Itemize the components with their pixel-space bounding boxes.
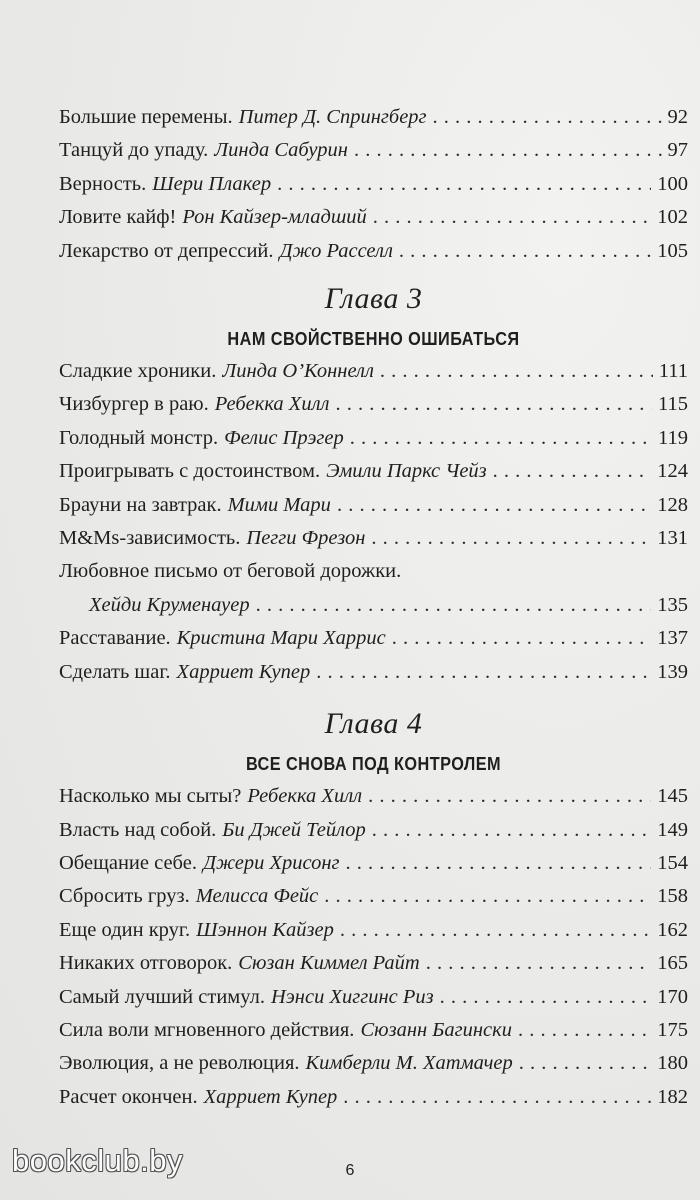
toc-entry xyxy=(59,880,688,913)
toc-entry xyxy=(59,134,688,167)
chapter-label: Глава 4 xyxy=(324,707,423,741)
entry-author: Рон Кайзер-младший xyxy=(182,206,367,229)
entry-title: Власть над собой. xyxy=(59,818,217,841)
dot-leader xyxy=(426,947,652,980)
entry-page-number: 149 xyxy=(657,818,688,841)
entry-title: Большие перемены. xyxy=(59,106,233,128)
entry-page-number: 162 xyxy=(657,918,688,941)
toc-entry xyxy=(59,355,688,388)
toc-entry xyxy=(59,947,688,980)
toc-entry xyxy=(59,455,688,488)
toc-entry xyxy=(59,780,688,813)
entry-title: Сделать шаг. xyxy=(59,660,171,683)
entry-title: Любовное письмо от беговой дорожки. xyxy=(59,560,402,583)
dot-leader xyxy=(518,1014,651,1047)
toc-entry xyxy=(59,981,688,1014)
toc-entry xyxy=(59,814,688,847)
dot-leader xyxy=(368,780,651,813)
entry-page-number: 165 xyxy=(657,952,688,975)
chapter-label: Глава 3 xyxy=(324,282,423,316)
entry-author: Джо Расселл xyxy=(279,239,393,262)
toc-entry xyxy=(59,101,688,134)
entry-title: Расставание. xyxy=(59,627,171,650)
entry-author: Сюзан Киммел Райт xyxy=(238,952,420,975)
entry-author: Ребекка Хилл xyxy=(214,393,330,416)
dot-leader xyxy=(493,455,652,488)
entry-author: Кристина Мари Харрис xyxy=(176,627,386,650)
toc-entry xyxy=(59,622,688,655)
entry-author: Фелис Прэгер xyxy=(224,426,344,449)
dot-leader xyxy=(354,134,662,167)
entry-page-number: 137 xyxy=(657,627,688,650)
entry-title: Чизбургер в раю. xyxy=(59,393,209,416)
dot-leader xyxy=(337,489,651,522)
toc-entry xyxy=(59,1081,688,1114)
dot-leader xyxy=(256,589,652,622)
entry-page-number: 119 xyxy=(658,426,688,449)
dot-leader xyxy=(340,914,651,947)
entry-author: Джери Хрисонг xyxy=(202,851,340,874)
dot-leader xyxy=(433,101,662,134)
entry-page-number: 97 xyxy=(667,139,688,162)
entry-page-number: 158 xyxy=(657,885,688,908)
entry-author: Ребекка Хилл xyxy=(247,785,363,808)
entry-page-number: 154 xyxy=(657,851,688,874)
dot-leader xyxy=(371,522,651,555)
entry-title: Никаких отговорок. xyxy=(59,952,233,975)
entry-author: Линда Сабурин xyxy=(214,139,348,162)
entry-page-number: 180 xyxy=(657,1052,688,1075)
toc-entry xyxy=(59,201,688,234)
entry-page-number: 170 xyxy=(657,985,688,1008)
entry-author: Линда О’Коннелл xyxy=(222,360,374,383)
entry-page-number: 175 xyxy=(657,1018,688,1041)
entry-page-number: 105 xyxy=(657,239,688,262)
entry-title: Еще один круг. xyxy=(59,918,191,941)
dot-leader xyxy=(350,422,652,455)
entry-author: Хейди Круменауер xyxy=(89,593,250,616)
toc-entry xyxy=(59,168,688,201)
entry-page-number: 135 xyxy=(657,593,688,616)
dot-leader xyxy=(519,1047,651,1080)
entry-author: Шери Плакер xyxy=(152,172,272,195)
entry-page-number: 100 xyxy=(657,172,688,195)
entry-title: Брауни на завтрак. xyxy=(59,493,222,516)
dot-leader xyxy=(346,847,652,880)
entry-title: Сила воли мгновенного действия. xyxy=(59,1018,355,1041)
entry-author: Мелисса Фейс xyxy=(195,885,319,908)
chapter-title: НАМ СВОЙСТВЕННО ОШИБАТЬСЯ xyxy=(227,328,520,350)
entry-page-number: 182 xyxy=(657,1085,688,1108)
entry-title: Проигрывать с достоинством. xyxy=(59,460,321,483)
entry-title: Верность. xyxy=(59,172,147,195)
entry-page-number: 115 xyxy=(658,393,688,416)
entry-title: Расчет окончен. xyxy=(59,1085,198,1108)
entry-author: Пегги Фрезон xyxy=(246,527,366,550)
entry-page-number: 102 xyxy=(657,206,688,229)
toc-entry xyxy=(59,1047,688,1080)
toc-entry xyxy=(59,656,688,689)
dot-leader xyxy=(343,1081,651,1114)
dot-leader xyxy=(373,201,651,234)
entry-title: M&Ms-зависимость. xyxy=(59,527,241,550)
table-of-contents xyxy=(59,101,688,1114)
entry-title: Танцуй до упаду. xyxy=(59,139,209,162)
entry-page-number: 111 xyxy=(658,360,688,383)
chapter-title: ВСЕ СНОВА ПОД КОНТРОЛЕМ xyxy=(245,753,502,775)
entry-title: Эволюция, а не революция. xyxy=(59,1052,300,1075)
entry-title: Голодный монстр. xyxy=(59,426,219,449)
toc-entry-first-line xyxy=(59,555,688,588)
toc-entry xyxy=(59,235,688,268)
dot-leader xyxy=(324,880,651,913)
entry-author: Харриет Купер xyxy=(176,660,311,683)
entry-title: Ловите кайф! xyxy=(59,206,177,229)
toc-entry xyxy=(59,914,688,947)
toc-entry xyxy=(59,388,688,421)
watermark: bookclub.by xyxy=(12,1143,183,1178)
entry-author: Нэнси Хиггинс Риз xyxy=(270,985,434,1008)
toc-entry xyxy=(59,522,688,555)
dot-leader xyxy=(372,814,651,847)
dot-leader xyxy=(380,355,653,388)
entry-author: Би Джей Тейлор xyxy=(222,818,366,841)
entry-page-number: 139 xyxy=(657,660,688,683)
dot-leader xyxy=(316,656,651,689)
entry-title: Лекарство от депрессий. xyxy=(59,239,274,262)
entry-title: Обещание себе. xyxy=(59,851,197,874)
toc-entry xyxy=(59,489,688,522)
dot-leader xyxy=(440,981,652,1014)
entry-author: Кимберли М. Хатмачер xyxy=(305,1052,513,1075)
toc-entry xyxy=(59,422,688,455)
dot-leader xyxy=(277,168,651,201)
entry-title: Сладкие хроники. xyxy=(59,360,217,383)
dot-leader xyxy=(392,622,651,655)
toc-entry-second-line xyxy=(59,589,688,622)
entry-page-number: 124 xyxy=(657,460,688,483)
entry-author: Сюзанн Багински xyxy=(360,1018,512,1041)
entry-author: Харриет Купер xyxy=(203,1085,338,1108)
entry-author: Мими Мари xyxy=(227,493,331,516)
entry-page-number: 145 xyxy=(657,785,688,808)
entry-author: Шэннон Кайзер xyxy=(196,918,334,941)
toc-entry xyxy=(59,1014,688,1047)
entry-title: Самый лучший стимул. xyxy=(59,985,265,1008)
entry-title: Сбросить груз. xyxy=(59,885,190,908)
page-number: 6 xyxy=(345,1162,355,1179)
entry-page-number: 131 xyxy=(657,527,688,550)
entry-page-number: 92 xyxy=(667,106,688,128)
entry-author: Питер Д. Спрингберг xyxy=(238,106,427,128)
entry-author: Эмили Паркс Чейз xyxy=(326,460,487,483)
dot-leader xyxy=(335,388,652,421)
toc-entry xyxy=(59,847,688,880)
entry-title: Насколько мы сыты? xyxy=(59,785,242,808)
dot-leader xyxy=(399,235,651,268)
entry-page-number: 128 xyxy=(657,493,688,516)
